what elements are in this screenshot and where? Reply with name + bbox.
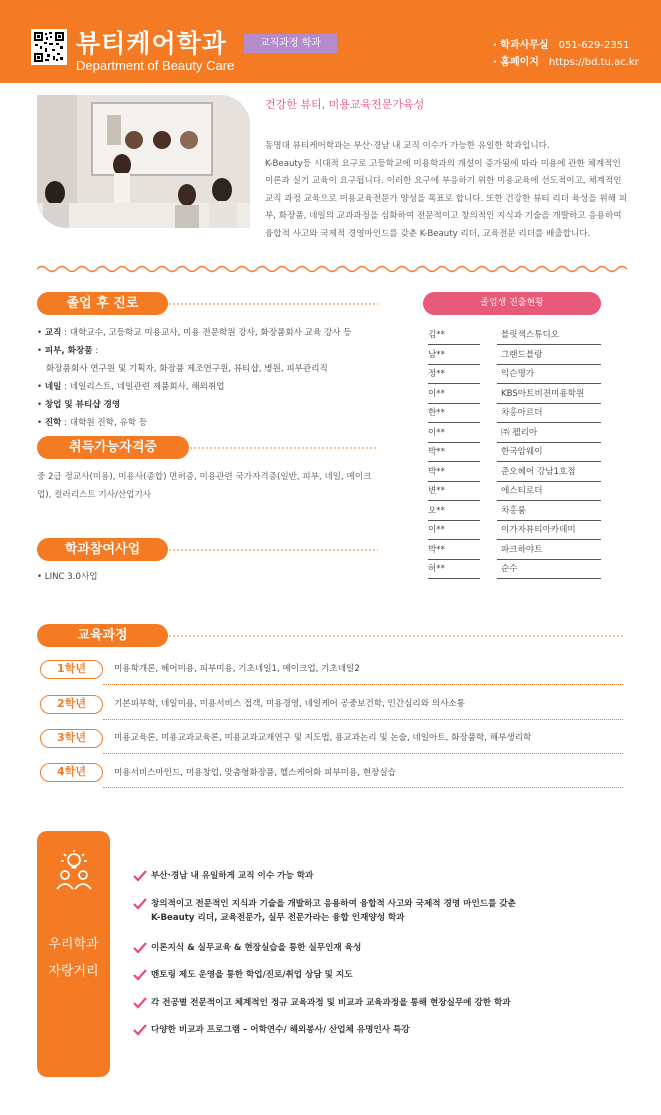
- participation-text: • LINC 3.0사업: [37, 572, 98, 582]
- intro-body: K-Beauty등 시대적 요구로 고등학교에 미용학과의 개설이 증가됨에 따라 미용에 관한 체계적인 이론과 실기 교육이 요구됩니다. 이러한 요구에 부응하기 위한 미용교육에 선도적이고, 체계적인 교직 과정 교육으로 미용교육전문가 양성을 목표로 합니다. 또한 건강한 뷰티 리더 육성을 위해 피부, 화장품, 네일의 교과과정을 심화하여 전문적이고 창의적인 지식과 기술을 개발하고 응용하여 융합적 사고와 국제적 경영마인드를 갖춘 K-Beauty 리더, 교육전문 리더를 배출합니다.: [265, 158, 628, 239]
- department-subtitle: Department of Beauty Care: [76, 58, 235, 73]
- qr-code-icon[interactable]: [31, 29, 67, 65]
- graduate-row: [423, 424, 601, 444]
- graduate-row: [423, 365, 601, 385]
- department-title: 뷰티케어학과: [76, 29, 227, 58]
- graduate-name: 이**: [428, 385, 480, 404]
- header-banner: [0, 0, 661, 83]
- career-item-startup: • 창업 및 뷰티샵 경영: [37, 396, 352, 414]
- career-section-title: 졸업 후 진로: [37, 292, 168, 315]
- graduate-name: 정**: [428, 365, 480, 384]
- intro-heading: 건강한 뷰티, 미용교육전문가육성: [265, 98, 425, 111]
- year-3-courses: 미용교육론, 미용교과교육론, 미용교과교재연구 및 지도법, 용교과논리 및 논술, 네일아트, 화장품학, 해부생리학: [114, 733, 532, 743]
- graduate-company: ㈜ 펠리아: [497, 424, 601, 443]
- graduate-company: 차홍룸: [497, 502, 601, 521]
- year-4-divider: [103, 787, 623, 788]
- career-dotted-line: [168, 303, 378, 305]
- graduate-name: 이**: [428, 424, 480, 443]
- graduate-company: 파크하야트: [497, 541, 601, 560]
- year-4-courses: 미용서비스마인드, 미용창업, 맞춤형화장품, 헬스케어화 피부미용, 현장실습: [114, 768, 396, 778]
- classroom-illustration: [37, 95, 250, 228]
- year-1-divider: [103, 684, 623, 685]
- graduate-name: 이**: [428, 521, 480, 540]
- year-2-courses: 기본피부학, 네일미용, 미용서비스 접객, 미용경영, 네일케어 공중보건학, 인간심리와 의사소통: [114, 699, 465, 709]
- intro-paragraph: [265, 138, 627, 243]
- graduate-company: KBS아트비젼미용학원: [497, 385, 601, 404]
- graduate-row: [423, 346, 601, 366]
- pride-item-3: 이론지식 & 실무교육 & 현장실습을 통한 실무인재 육성: [133, 941, 361, 955]
- certificate-dotted-line: [189, 447, 378, 449]
- track-badge: 교직과정 학과: [244, 34, 337, 53]
- pride-item-6: 다양한 비교과 프로그램 – 어학연수/ 해외봉사/ 산업체 유명인사 특강: [133, 1023, 410, 1037]
- graduate-name: 박**: [428, 443, 480, 462]
- graduate-company: 순수: [497, 560, 601, 579]
- qr-code-pattern: [34, 32, 64, 62]
- graduates-table-title: 졸업생 진출현황: [423, 292, 601, 315]
- pride-item-4: 멘토링 제도 운영을 통한 학업/진로/취업 상담 및 지도: [133, 968, 353, 982]
- year-2-label: 2학년: [40, 695, 103, 714]
- year-3-divider: [103, 753, 623, 754]
- graduate-row: [423, 560, 601, 580]
- graduate-company: 에스티로더: [497, 482, 601, 501]
- check-icon: [133, 968, 147, 982]
- graduate-name: 한**: [428, 404, 480, 423]
- career-item-skin-detail: 화장품회사 연구원 및 기획자, 화장품 제조연구원, 뷰티샵, 병원, 피부관리직: [46, 364, 328, 374]
- pride-title: 우리학과 자랑거리: [48, 937, 99, 979]
- contact-homepage: [493, 53, 639, 68]
- graduate-company: 한국암웨이: [497, 443, 601, 462]
- check-icon: [133, 869, 147, 883]
- graduate-company: 그랜드블랑: [497, 346, 601, 365]
- graduate-row: [423, 385, 601, 405]
- graduate-name: 박**: [428, 541, 480, 560]
- year-2-divider: [103, 719, 623, 720]
- graduate-name: 김**: [428, 326, 480, 345]
- year-1-label: 1학년: [40, 660, 103, 679]
- year-3-label: 3학년: [40, 729, 103, 748]
- lightbulb-people-icon: [55, 849, 93, 891]
- contact-office: [493, 36, 629, 51]
- check-icon: [133, 941, 147, 955]
- contact-homepage-label: · 홈페이지: [493, 57, 539, 68]
- career-item-nail: • 네일 : 네일리스트, 네일관련 제품회사, 해외취업: [37, 378, 352, 396]
- career-item-teaching: • 교직 : 대학교수, 고등학교 미용교사, 미용 전문학원 강사, 화장품회사 교육 강사 등: [37, 324, 352, 342]
- graduate-name: 오**: [428, 502, 480, 521]
- graduate-row: [423, 521, 601, 541]
- graduate-row: [423, 404, 601, 424]
- contact-homepage-link[interactable]: https://bd.tu.ac.kr: [548, 57, 639, 68]
- year-4-label: 4학년: [40, 763, 103, 782]
- graduate-company: 준오헤어 강남1호점: [497, 463, 601, 482]
- graduate-name: 박**: [428, 463, 480, 482]
- participation-dotted-line: [168, 549, 378, 551]
- contact-office-label: · 학과사무실: [493, 40, 549, 51]
- graduate-row: [423, 463, 601, 483]
- graduate-row: [423, 502, 601, 522]
- check-icon: [133, 1023, 147, 1037]
- graduate-name: 남**: [428, 346, 480, 365]
- participation-section-title: 학과참여사업: [37, 538, 168, 561]
- graduate-name: 변**: [428, 482, 480, 501]
- graduate-company: 이가자뷰티아카데미: [497, 521, 601, 540]
- graduate-company: 차홍아르더: [497, 404, 601, 423]
- certificate-text: 중 2급 정교사(미용), 미용사(종합) 면허증, 미용관련 국가자격증(일반, 피부, 네일, 메이크업), 컬러리스트 기사/산업기사: [37, 472, 372, 500]
- graduate-company: 익슨명가: [497, 365, 601, 384]
- classroom-photo: [37, 95, 250, 228]
- intro-line-1: 동명대 뷰티케어학과는 부산·경남 내 교직 이수가 가능한 유일한 학과입니다.: [265, 141, 550, 151]
- contact-office-value: 051-629-2351: [558, 40, 630, 51]
- graduate-row: [423, 326, 601, 346]
- career-list: [37, 324, 352, 432]
- pride-item-1: 부산·경남 내 유일하게 교직 이수 가능 학과: [133, 869, 313, 883]
- career-item-graduate-school: • 진학 : 대학원 진학, 유학 등: [37, 414, 352, 432]
- pride-box: [37, 831, 110, 1077]
- wave-divider: [37, 264, 627, 274]
- career-item-skin: • 피부, 화장품 :: [37, 342, 352, 360]
- pride-item-5: 각 전공별 전문적이고 체계적인 정규 교육과정 및 비교과 교육과정을 통해 현장실무에 강한 학과: [133, 996, 511, 1010]
- graduate-name: 허**: [428, 560, 480, 579]
- graduate-row: [423, 443, 601, 463]
- year-1-courses: 미용학개론, 헤어미용, 피부미용, 기초네일1, 메이크업, 기초네일2: [114, 664, 360, 674]
- curriculum-section-title: 교육과정: [37, 624, 168, 647]
- check-icon: [133, 897, 147, 911]
- curriculum-dotted-line: [168, 635, 623, 637]
- check-icon: [133, 996, 147, 1010]
- graduates-table: [423, 326, 601, 580]
- certificate-section-title: 취득가능자격증: [37, 436, 189, 459]
- pride-item-2: 창의적이고 전문적인 지식과 기술을 개발하고 응용하여 융합적 사고와 국제적 경영 마인드를 갖춘 K-Beauty 리더, 교육전문가, 실무 전문가라는 융합 인재양성 학과: [133, 897, 516, 925]
- graduate-company: 블릿색스튜디오: [497, 326, 601, 345]
- graduate-row: [423, 482, 601, 502]
- graduate-row: [423, 541, 601, 561]
